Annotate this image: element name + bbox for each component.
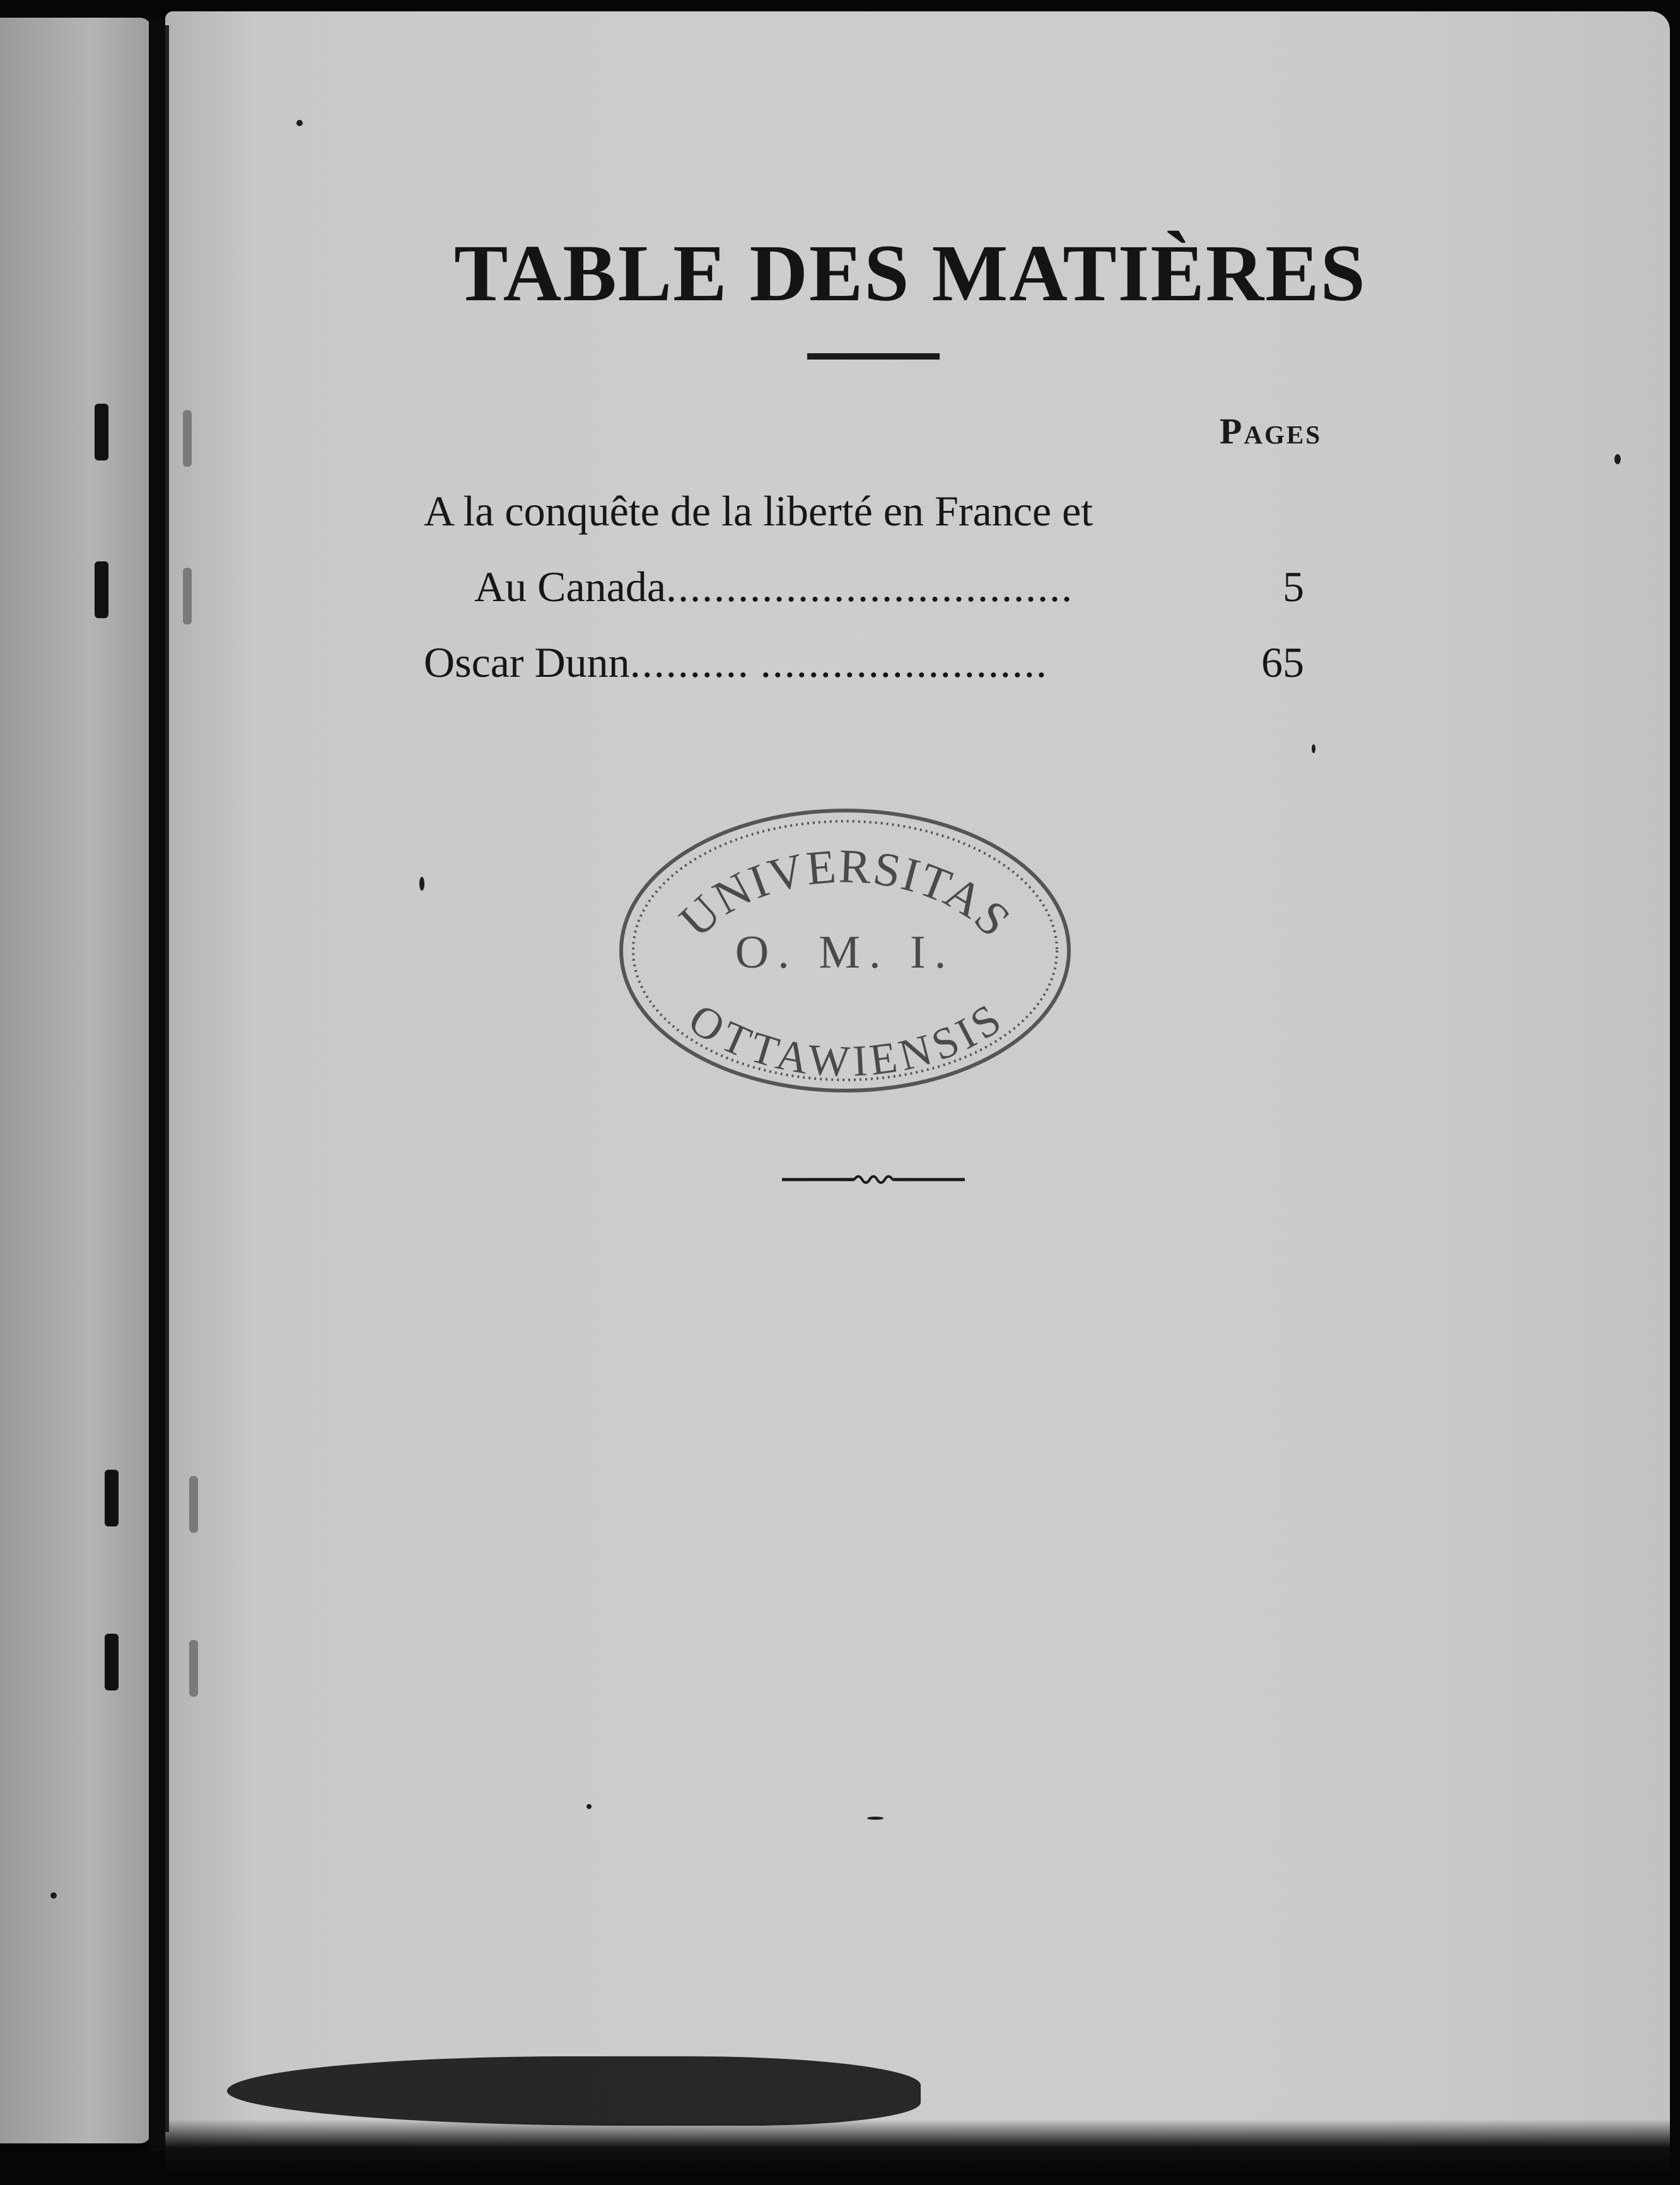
toc-entry-line [424, 549, 1307, 624]
toc-entry-title: Au Canada [474, 563, 667, 611]
dust-speck [1312, 744, 1315, 753]
dust-speck [1614, 454, 1621, 464]
page-bottom-shadow [165, 2082, 1670, 2176]
binding-stitch [189, 1640, 198, 1697]
binding-stitch [183, 410, 192, 467]
stamp-bottom-text: OTTAWIENSIS [680, 994, 1011, 1087]
dust-speck [586, 1804, 592, 1809]
facing-page-edge [0, 18, 151, 2143]
library-stamp [612, 802, 1078, 1099]
binding-stitch [105, 1634, 119, 1690]
binding-stitch [95, 404, 108, 460]
leader-dots: .................................. [666, 563, 1074, 611]
leader-dots: .......... [629, 638, 750, 686]
page-title: TABLE DES MATIÈRES [454, 228, 1367, 318]
toc-page-number: 65 [1261, 638, 1304, 686]
binding-stitch [105, 1470, 119, 1526]
toc-entry-line [424, 473, 1307, 549]
binding-stitch [183, 568, 192, 624]
table-of-contents [424, 473, 1307, 700]
stamp-oval-icon [612, 802, 1078, 1099]
stamp-middle-text: O. M. I. [735, 927, 955, 978]
dust-speck [867, 1817, 884, 1820]
spine-shadow [165, 25, 169, 2132]
toc-entry-title: A la conquête de la liberté en France et [424, 487, 1094, 535]
stamp-top-text: UNIVERSITAS [669, 840, 1022, 948]
dust-speck [50, 1892, 57, 1899]
dust-speck [419, 877, 424, 891]
toc-page-number: 5 [1283, 563, 1304, 611]
toc-entry-title: Oscar Dunn [424, 638, 630, 686]
title-rule [807, 353, 940, 360]
ornament-divider-icon [782, 1170, 965, 1189]
toc-entry-line [424, 624, 1307, 700]
leader-dots: ........................ [760, 638, 1048, 686]
dust-speck [296, 120, 303, 126]
binding-stitch [189, 1476, 198, 1533]
binding-stitch [95, 561, 108, 618]
pages-column-label: Pages [1219, 411, 1322, 452]
